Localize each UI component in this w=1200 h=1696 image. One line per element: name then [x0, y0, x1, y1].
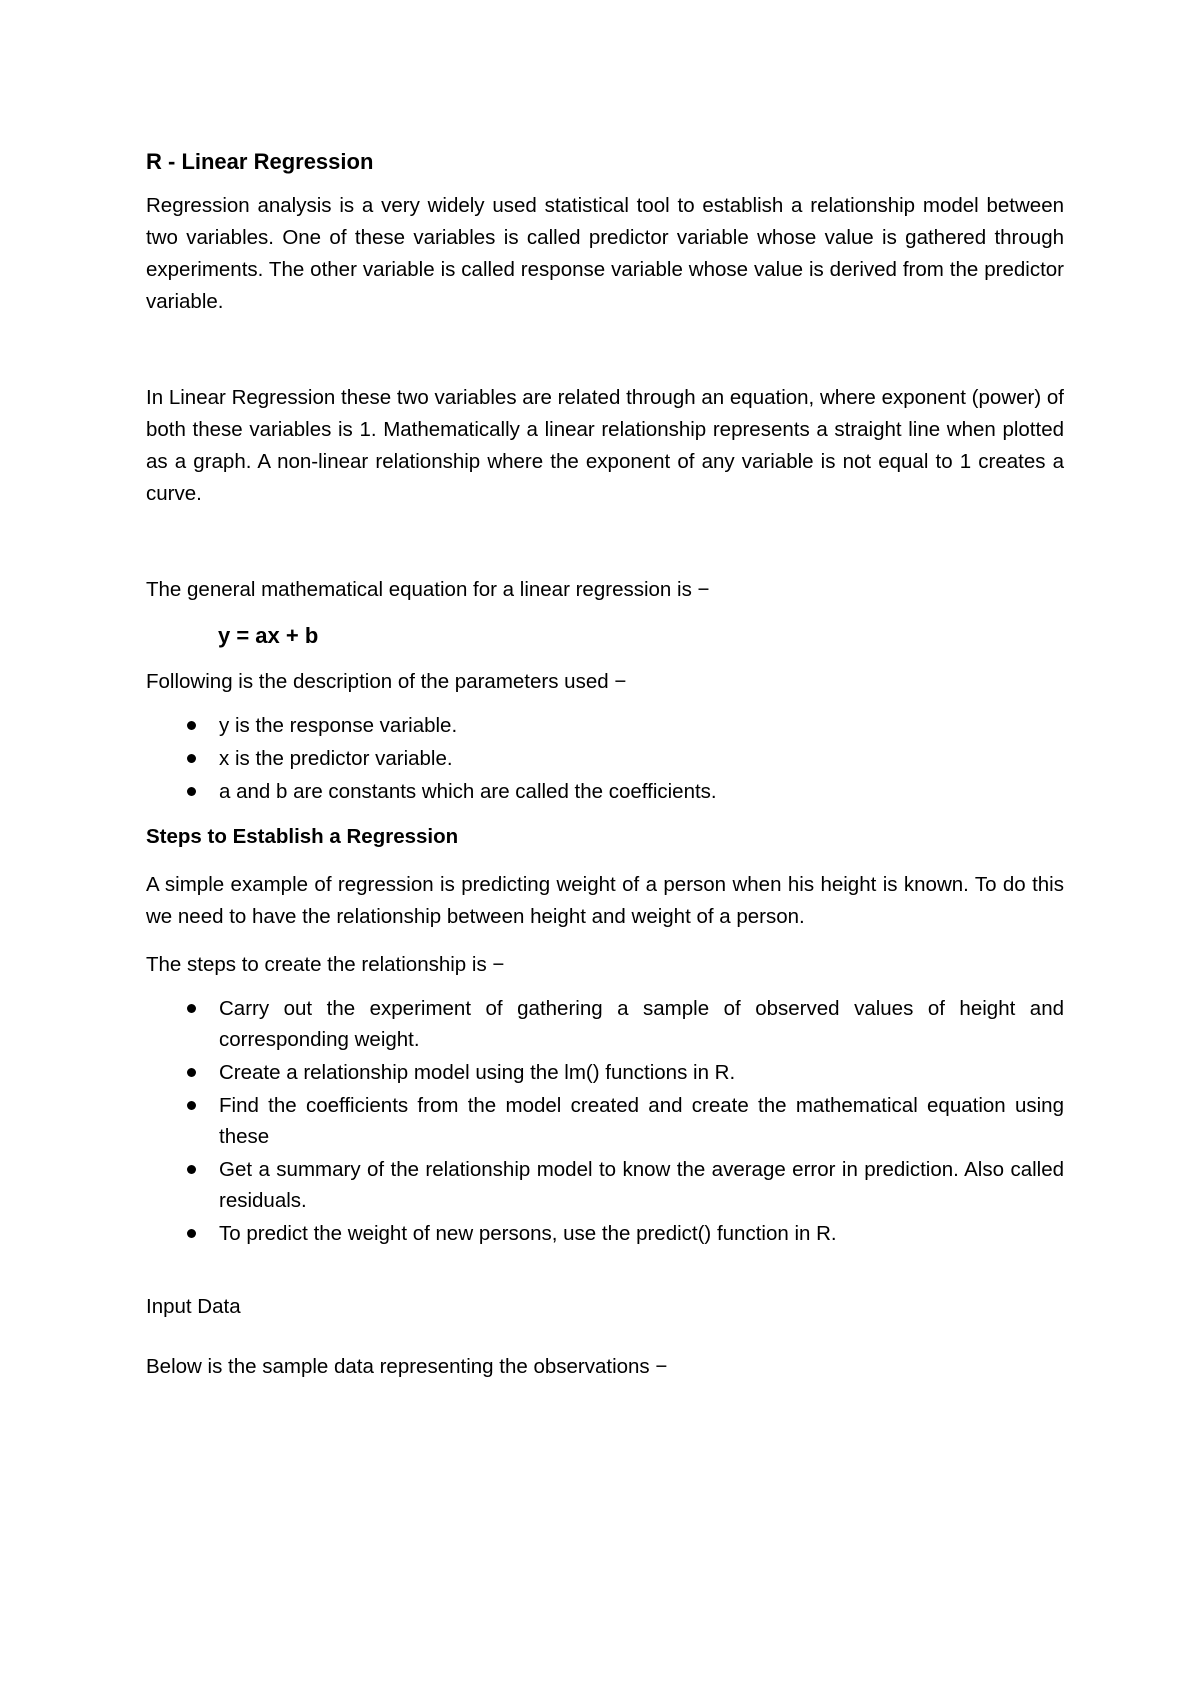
input-data-heading: Input Data: [146, 1295, 241, 1318]
input-data-intro: Below is the sample data representing the observations −: [146, 1355, 668, 1378]
list-item-text: Carry out the experiment of gathering a sample of observed values of height and corresponding weight.: [219, 997, 1064, 1051]
regression-equation: y = ax + b: [218, 623, 319, 648]
example-paragraph: A simple example of regression is predicting weight of a person when his height is known. To do this we need to have the relationship between height and weight of a person.: [146, 873, 1064, 928]
list-item: [146, 1057, 1064, 1088]
linear-regression-paragraph: In Linear Regression these two variables are related through an equation, where exponent (power) of both these variables is 1. Mathematically a linear relationship represents a straight line when plotted as a graph. A non-linear relationship where the exponent of any variable is not equal to 1 creates a curve.: [146, 386, 1064, 505]
spacer: [146, 510, 1064, 574]
parameters-list: [146, 710, 1064, 807]
list-item-text: Find the coefficients from the model created and create the mathematical equation using these: [219, 1094, 1064, 1148]
spacer: [146, 1251, 1064, 1291]
bullet-icon: [187, 1004, 196, 1013]
document-content: [146, 146, 1064, 1383]
list-item: [146, 993, 1064, 1055]
list-item-text: Get a summary of the relationship model to know the average error in prediction. Also called residuals.: [219, 1158, 1064, 1212]
list-item: [146, 743, 1064, 774]
bullet-icon: [187, 1068, 196, 1077]
bullet-icon: [187, 1101, 196, 1110]
list-item-text: Create a relationship model using the lm() functions in R.: [219, 1061, 736, 1084]
list-item-text: a and b are constants which are called the coefficients.: [219, 780, 717, 803]
list-item: [146, 1090, 1064, 1152]
spacer: [146, 318, 1064, 382]
list-item: [146, 1154, 1064, 1216]
steps-heading: Steps to Establish a Regression: [146, 825, 459, 848]
list-item: [146, 710, 1064, 741]
steps-intro: The steps to create the relationship is −: [146, 953, 505, 976]
list-item-text: x is the predictor variable.: [219, 747, 453, 770]
list-item-text: To predict the weight of new persons, use the predict() function in R.: [219, 1222, 837, 1245]
bullet-icon: [187, 1229, 196, 1238]
page-title: R - Linear Regression: [146, 149, 374, 174]
intro-paragraph: Regression analysis is a very widely used statistical tool to establish a relationship model between two variables. One of these variables is called predictor variable whose value is gathered through experiments. The other variable is called response variable whose value is derived from the predictor variable.: [146, 194, 1064, 313]
list-item: [146, 776, 1064, 807]
bullet-icon: [187, 754, 196, 763]
list-item-text: y is the response variable.: [219, 714, 458, 737]
steps-list: [146, 993, 1064, 1249]
bullet-icon: [187, 1165, 196, 1174]
list-item: [146, 1218, 1064, 1249]
bullet-icon: [187, 721, 196, 730]
bullet-icon: [187, 787, 196, 796]
parameters-intro: Following is the description of the parameters used −: [146, 670, 627, 693]
equation-intro: The general mathematical equation for a linear regression is −: [146, 578, 710, 601]
